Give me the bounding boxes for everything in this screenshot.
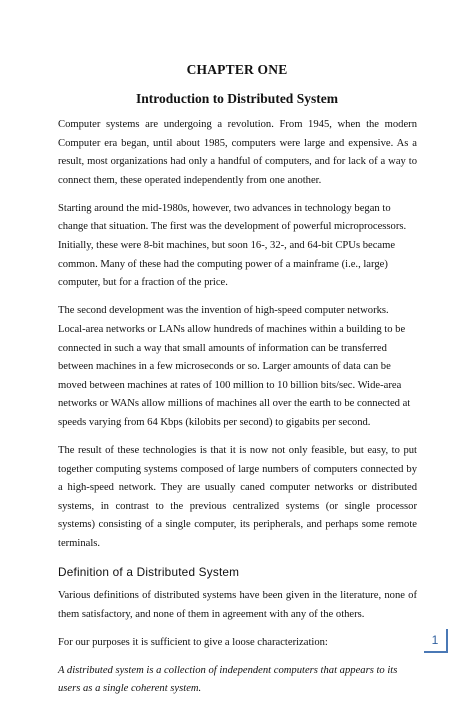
page-number: 1 [424, 629, 448, 653]
paragraph: The second development was the invention of high-speed computer networks. Local-area networks or LANs allow hundreds of machines within a building to be connected in such a way that small amounts of information can be transferred between machines in a few microseconds or so. Larger amounts of data can be moved between machines at rates of 100 million to 10 billion bits/sec. Wide-area networks or WANs allow millions of machines all over the earth to be connected at speeds varying from 64 Kbps (kilobits per second) to gigabits per second. [58, 305, 411, 428]
paragraph: Computer systems are undergoing a revolution. From 1945, when the modern Computer era began, until about 1985, computers were large and expensive. As a result, most organizations had only a handful of computers, and for lack of a way to connect them, these operated independently from one another. [58, 119, 417, 186]
paragraph: For our purposes it is sufficient to give a loose characterization: [58, 636, 328, 648]
section-heading: Definition of a Distributed System [58, 565, 240, 580]
paragraph: The result of these technologies is that it is now not only feasible, but easy, to put together computing systems composed of large numbers of computers connected by a high-speed network. They are usually caned computer networks or distributed systems, in contrast to the previous centralized systems (or single processor systems) consisting of a single computer, its peripherals, and perhaps some remote terminals. [58, 445, 417, 549]
paragraph: Starting around the mid-1980s, however, two advances in technology began to change that situation. The first was the development of powerful microprocessors. Initially, these were 8-bit machines, but soon 16-, 32-, and 64-bit CPUs became common. Many of these had the computing power of a mainframe (i.e., large) computer, but for a fraction of the price. [58, 202, 407, 289]
paragraph: Various definitions of distributed systems have been given in the literature, none of them satisfactory, and none of them in agreement with any of the others. [58, 590, 417, 620]
definition-quote: A distributed system is a collection of independent computers that appears to its users as a single coherent system. [58, 664, 398, 695]
document-body [58, 116, 417, 709]
page-title: Introduction to Distributed System [136, 91, 338, 106]
chapter-label: CHAPTER ONE [186, 62, 288, 77]
